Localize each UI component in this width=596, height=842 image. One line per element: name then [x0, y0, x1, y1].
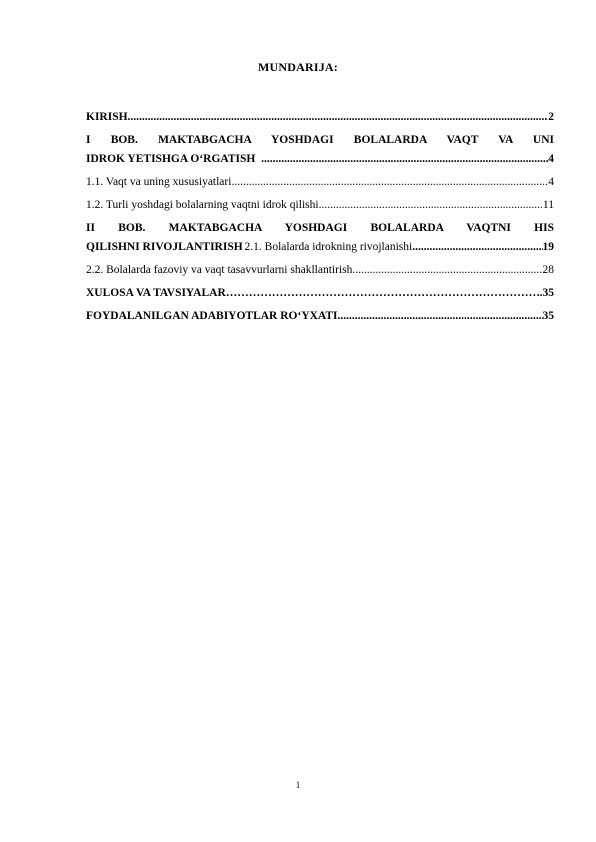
- toc-entry-xulosa: [86, 284, 554, 303]
- toc-page: 28: [542, 264, 554, 276]
- page-title: MUNDARIJA:: [258, 60, 338, 74]
- toc-page: 35: [542, 310, 554, 322]
- toc-page: 4: [548, 153, 554, 165]
- toc-label: XULOSA VA TAVSIYALAR: [86, 287, 226, 299]
- toc-label: 1.2. Turli yoshdagi bolalarning vaqtni idrok qilishi: [86, 199, 319, 211]
- toc-entry-kirish: [86, 108, 554, 127]
- toc-page: 11: [542, 199, 554, 211]
- toc-entry-2-2: [86, 261, 554, 280]
- page-number: 1: [295, 780, 301, 790]
- table-of-contents: [86, 108, 554, 330]
- toc-label: QILISHNI RIVOJLANTIRISH: [86, 241, 243, 253]
- toc-label: KIRISH: [86, 111, 128, 123]
- toc-chapter-heading: II BOB. MAKTABGACHA YOSHDAGI BOLALARDA VAQTNI HIS: [86, 222, 554, 234]
- toc-leader: [352, 261, 542, 280]
- toc-label: 1.1. Vaqt va uning xususiyatlari: [86, 176, 232, 188]
- toc-entry-1-2: [86, 196, 554, 215]
- toc-chapter-heading: I BOB. MAKTABGACHA YOSHDAGI BOLALARDA VAQT VA UNI: [86, 134, 554, 146]
- toc-leader: [412, 238, 542, 257]
- toc-label: FOYDALANILGAN ADABIYOTLAR RO‘YXATI: [86, 310, 338, 322]
- toc-leader: [261, 150, 548, 169]
- toc-chapter-heading-cont: [86, 150, 554, 169]
- toc-leader: [319, 196, 543, 215]
- toc-leader: [231, 173, 548, 192]
- toc-page: 2: [548, 111, 554, 123]
- toc-page: 19: [542, 241, 554, 253]
- toc-label: 2.2. Bolalarda fazoviy va vaqt tasavvurlarni shakllantirish: [86, 264, 353, 276]
- toc-entry-chapter-2: [86, 219, 554, 257]
- toc-page: .35: [539, 287, 554, 299]
- toc-leader: [226, 284, 540, 303]
- toc-entry-foydalanilgan: [86, 307, 554, 326]
- toc-entry-chapter-1: [86, 131, 554, 169]
- toc-chapter-heading-cont: [86, 238, 554, 257]
- toc-page: 4: [548, 176, 554, 188]
- toc-label: IDROK YETISHGA O‘RGATISH: [86, 153, 256, 165]
- toc-leader: [338, 307, 543, 326]
- toc-leader: [128, 108, 549, 127]
- toc-sub-label: 2.1. Bolalarda idrokning rivojlanishi: [244, 241, 413, 253]
- toc-entry-1-1: [86, 173, 554, 192]
